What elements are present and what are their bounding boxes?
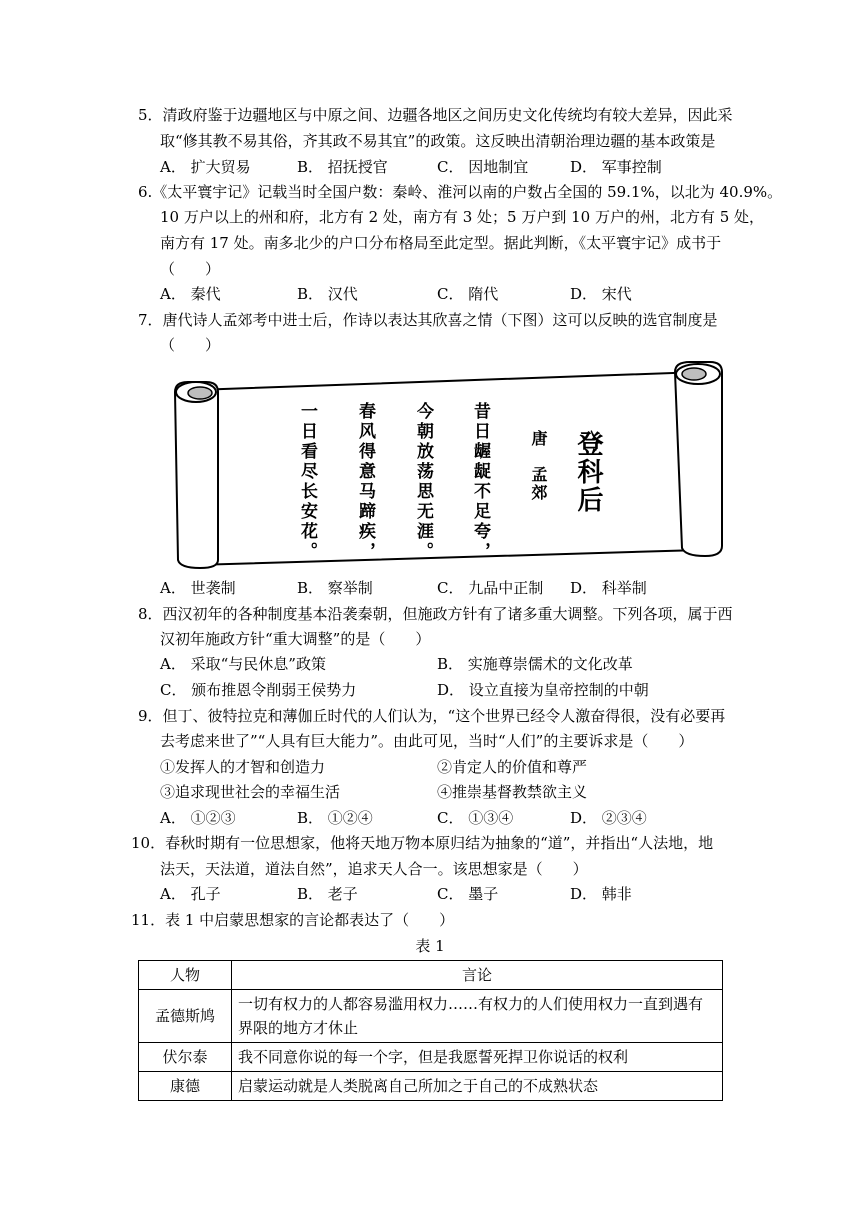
table-header-quote: 言论: [232, 961, 723, 990]
q9-line2: 去考虑来世了”“人具有巨大能力”。由此可见，当时“人们”的主要诉求是（ ）: [160, 732, 694, 750]
q9-item-3: ③追求现世社会的幸福生活: [160, 783, 341, 801]
q11-line1: 11．表 1 中启蒙思想家的言论都表达了（ ）: [131, 911, 455, 929]
q7-line1: 7．唐代诗人孟郊考中进士后，作诗以表达其欣喜之情（下图）这可以反映的选官制度是: [138, 311, 718, 329]
q6-line3: 南方有 17 处。南多北少的户口分布格局至此定型。据此判断，《太平寰宇记》成书于: [160, 234, 722, 252]
table-cell-person: 伏尔泰: [139, 1043, 232, 1072]
q10-option-c: C． 墨子: [437, 885, 499, 903]
scroll-graphic: [170, 360, 730, 572]
table-caption: 表 1: [415, 937, 445, 955]
q6-option-a: A． 秦代: [160, 285, 221, 303]
poem-line-1: 昔日龌龊不足夸，: [470, 402, 490, 562]
poem-line-2: 今朝放荡思无涯。: [413, 402, 433, 562]
q7-option-b: B． 察举制: [297, 579, 373, 597]
thinkers-table: [138, 960, 723, 1101]
q9-item-2: ②肯定人的价值和尊严: [437, 758, 588, 776]
q10-line2: 法天，天法道，道法自然”，追求天人合一。该思想家是（ ）: [160, 860, 588, 878]
poem-title: 登科后: [573, 430, 603, 514]
q9-item-4: ④推崇基督教禁欲主义: [437, 783, 588, 801]
q9-line1: 9．但丁、彼特拉克和薄伽丘时代的人们认为，“这个世界已经令人激奋得很，没有必要再: [138, 707, 726, 725]
q6-option-d: D． 宋代: [570, 285, 632, 303]
table-cell-quote: 启蒙运动就是人类脱离自己所加之于自己的不成熟状态: [232, 1072, 723, 1101]
poem-scroll-image: [170, 360, 730, 572]
q5-line1: 5．清政府鉴于边疆地区与中原之间、边疆各地区之间历史文化传统均有较大差异，因此采: [138, 106, 733, 124]
q8-option-d: D． 设立直接为皇帝控制的中朝: [437, 681, 649, 699]
q6-option-b: B． 汉代: [297, 285, 358, 303]
q6-option-c: C． 隋代: [437, 285, 499, 303]
poem-line-4: 一日看尽长安花。: [297, 402, 317, 562]
q5-option-c: C． 因地制宜: [437, 158, 529, 176]
q6-line1: 6.《太平寰宇记》记载当时全国户数：秦岭、淮河以南的户数占全国的 59.1%，以北为 40.9%。: [138, 183, 783, 201]
q6-line4: （ ）: [160, 260, 221, 278]
table-cell-quote: 我不同意你说的每一个字，但是我愿誓死捍卫你说话的权利: [232, 1043, 723, 1072]
q5-option-d: D． 军事控制: [570, 158, 662, 176]
q10-line1: 10．春秋时期有一位思想家，他将天地万物本原归结为抽象的“道”，并指出“人法地，地: [131, 834, 714, 852]
q10-option-b: B． 老子: [297, 885, 358, 903]
q10-option-a: A． 孔子: [160, 885, 221, 903]
table-header-row: [139, 961, 723, 990]
q5-option-a: A． 扩大贸易: [160, 158, 251, 176]
table-cell-quote: 一切有权力的人都容易滥用权力……有权力的人们使用权力一直到遇有界限的地方才休止: [232, 990, 723, 1043]
q9-option-a: A． ①②③: [160, 809, 236, 827]
q9-option-b: B． ①②④: [297, 809, 373, 827]
q5-line2: 取“修其教不易其俗，齐其政不易其宜”的政策。这反映出清朝治理边疆的基本政策是: [160, 132, 716, 150]
q5-option-b: B． 招抚授官: [297, 158, 388, 176]
table-row: [139, 1072, 723, 1101]
q8-option-b: B． 实施尊崇儒术的文化改革: [437, 655, 633, 673]
q8-line1: 8．西汉初年的各种制度基本沿袭秦朝，但施政方针有了诸多重大调整。下列各项，属于西: [138, 605, 733, 623]
q9-item-1: ①发挥人的才智和创造力: [160, 758, 326, 776]
q8-line2: 汉初年施政方针“重大调整”的是（ ）: [160, 630, 431, 648]
q9-option-c: C． ①③④: [437, 809, 514, 827]
table-cell-person: 康德: [139, 1072, 232, 1101]
table-row: [139, 1043, 723, 1072]
q7-option-d: D． 科举制: [570, 579, 647, 597]
q6-line2: 10 万户以上的州和府，北方有 2 处，南方有 3 处；5 万户到 10 万户的州，北方有 5 处，: [160, 208, 765, 226]
poem-line-3: 春风得意马蹄疾，: [355, 402, 375, 562]
q7-line2: （ ）: [160, 336, 221, 354]
q10-option-d: D． 韩非: [570, 885, 632, 903]
q8-option-c: C． 颁布推恩令削弱王侯势力: [160, 681, 357, 699]
q9-option-d: D． ②③④: [570, 809, 647, 827]
q8-option-a: A． 采取“与民休息”政策: [160, 655, 326, 673]
table-row: [139, 990, 723, 1043]
poem-author: 唐 孟郊: [529, 430, 548, 502]
table-cell-person: 孟德斯鸠: [139, 990, 232, 1043]
q7-option-a: A． 世袭制: [160, 579, 236, 597]
table-header-person: 人物: [139, 961, 232, 990]
q7-option-c: C． 九品中正制: [437, 579, 544, 597]
